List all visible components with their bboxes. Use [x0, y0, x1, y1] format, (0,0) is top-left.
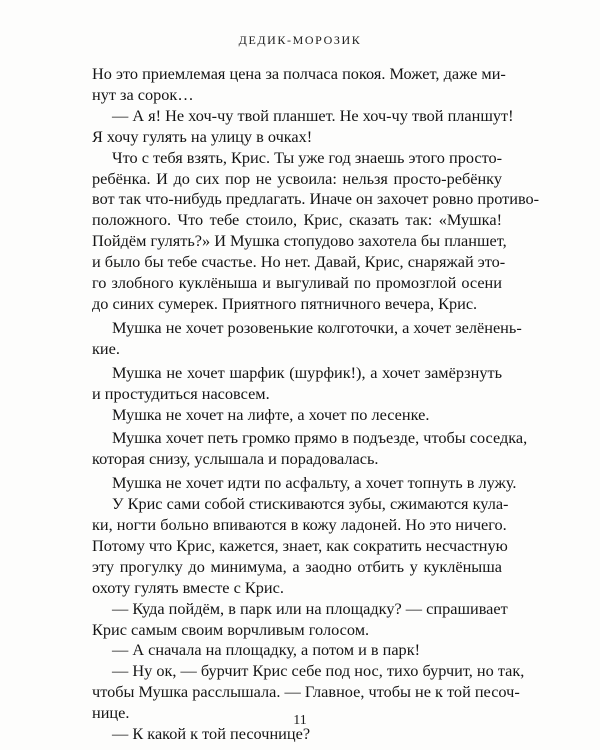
paragraph — [92, 147, 540, 315]
text-line: нице. — [92, 703, 130, 723]
text-line: — Ну ок, — бурчит Крис себе под нос, тихо бурчит, но так, — [112, 661, 525, 681]
text-line: Мушка не хочет на лифте, а хочет по лесенке. — [112, 404, 430, 424]
body-text — [92, 64, 540, 745]
text-line: нут за сорок… — [92, 84, 194, 104]
text-line: У Крис сами собой стискиваются зубы, сжимаются кула- — [112, 494, 509, 514]
text-line: Мушка не хочет шарфик (шурфик!), а хочет замёрзнуть — [112, 362, 502, 382]
paragraph — [92, 428, 528, 470]
paragraph — [92, 598, 508, 641]
text-line: Пойдём гулять?» И Мушка стопудово захотела бы планшет, — [92, 231, 507, 251]
text-line: Крис самым своим ворчливым голосом. — [92, 619, 370, 639]
text-line: до синих сумерек. Приятного пятничного вечера, Крис. — [92, 293, 478, 313]
paragraph — [92, 105, 514, 148]
paragraph — [92, 494, 509, 599]
text-line: и простудиться насовсем. — [92, 383, 270, 403]
text-line: — К какой к той песочнице? — [112, 724, 311, 744]
page-number: 11 — [293, 713, 307, 728]
paragraph — [92, 363, 502, 405]
text-line: Мушка хочет петь громко прямо в подъезде, чтобы соседка, — [112, 428, 528, 448]
running-head: ДЕДИК-МОРОЗИК — [238, 33, 362, 47]
text-line: и было бы тебе счастье. Но нет. Давай, Крис, снаряжай это- — [92, 252, 506, 272]
text-line: Потому что Крис, кажется, знает, как сократить несчастную — [92, 535, 508, 555]
text-line: — А сначала на площадку, а потом и в парк! — [112, 640, 421, 660]
text-line: — А я! Не хоч-чу твой планшет. Не хоч-чу твой планшут! — [112, 105, 514, 125]
paragraph — [92, 64, 506, 106]
text-line: — Куда пойдём, в парк или на площадку? — спрашивает — [112, 598, 508, 618]
paragraph — [92, 317, 522, 360]
text-line: вот так что-нибудь предлагать. Иначе он захочет ровно противо- — [92, 189, 540, 209]
text-line: го злобного куклёныша и выгуливай по промозглой осени — [92, 273, 502, 293]
text-line: Но это приемлемая цена за полчаса покоя. Может, даже ми- — [92, 64, 506, 83]
text-line: ки, ногти больно впиваются в кожу ладоней. Но это ничего. — [92, 515, 507, 535]
text-line: Мушка не хочет розовенькие колготочки, а хочет зелёнень- — [112, 317, 522, 337]
text-line: Я хочу гулять на улицу в очках! — [92, 126, 313, 146]
text-line: охоту гулять вместе с Крис. — [92, 577, 284, 597]
paragraph — [92, 405, 502, 426]
text-line: эту прогулку до минимума, а заодно отбить у куклёныша — [92, 556, 502, 576]
text-line: Мушка не хочет идти по асфальту, а хочет топнуть в лужу. — [112, 473, 517, 493]
text-line: ребёнка. И до сих пор не усвоила: нельзя просто-ребёнку — [92, 168, 502, 188]
text-line: которая снизу, услышала и порадовалась. — [92, 449, 379, 469]
paragraph — [92, 640, 502, 661]
text-line: кие. — [92, 338, 120, 358]
text-line: Что с тебя взять, Крис. Ты уже год знаешь этого просто- — [112, 147, 503, 167]
text-line: чтобы Мушка расслышала. — Главное, чтобы не к той песоч- — [92, 682, 520, 702]
paragraph — [92, 473, 517, 494]
text-line: положного. Что тебе стоило, Крис, сказать так: «Мушка! — [92, 210, 502, 230]
